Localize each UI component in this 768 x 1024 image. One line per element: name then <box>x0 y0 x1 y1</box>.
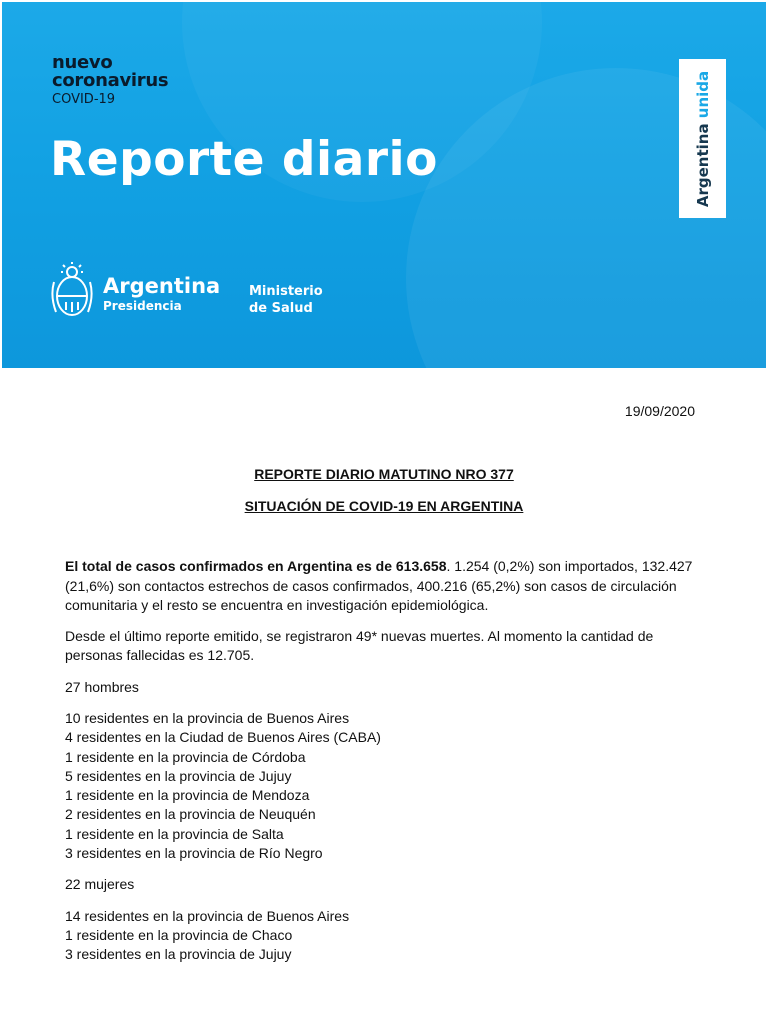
argentina-unida-logo <box>679 59 726 218</box>
summary-rest: . 1.254 (0,2%) son importados, 132.427 (21,6%) son contactos estrechos de casos confirmados, 400.216 (65,2%) son casos de circulación comunitaria y el resto se encuentra en investigación epidemiológica. <box>65 558 693 613</box>
gov-name: Argentina <box>103 274 221 298</box>
list-item: 5 residentes en la provincia de Jujuy <box>65 767 292 784</box>
report-heading: REPORTE DIARIO MATUTINO NRO 377 <box>254 466 514 482</box>
ministry-line2: de Salud <box>249 301 313 316</box>
unida-logo-part2: unida <box>693 70 712 118</box>
women-list <box>65 907 705 965</box>
list-item: 3 residentes en la provincia de Jujuy <box>65 946 292 963</box>
covid-tag-line3: COVID-19 <box>52 92 116 107</box>
report-banner <box>2 2 766 368</box>
men-title: 27 hombres <box>65 678 139 695</box>
ministry-line1: Ministerio <box>249 284 323 299</box>
list-item: 10 residentes en la provincia de Buenos Aires <box>65 710 350 726</box>
list-item: 14 residentes en la provincia de Buenos Aires <box>65 907 350 924</box>
covid-tag <box>52 54 168 108</box>
unida-logo-part1: Argentina <box>693 117 712 207</box>
list-item: 1 residente en la provincia de Córdoba <box>65 748 306 765</box>
men-list <box>65 709 705 863</box>
list-item: 1 residente en la provincia de Mendoza <box>65 787 310 804</box>
list-item: 4 residentes en la Ciudad de Buenos Aires (CABA) <box>65 729 381 746</box>
covid-tag-line2: coronavirus <box>52 70 169 91</box>
covid-tag-line1: nuevo <box>52 52 113 73</box>
deaths-paragraph: Desde el último reporte emitido, se registraron 49* nuevas muertes. Al momento la cantidad de personas fallecidas es 12.705. <box>65 627 654 663</box>
coat-of-arms-icon <box>50 262 94 322</box>
summary-lead: El total de casos confirmados en Argentina es de 613.658 <box>65 558 447 574</box>
women-title: 22 mujeres <box>65 876 135 893</box>
list-item: 2 residentes en la provincia de Neuquén <box>65 806 316 823</box>
summary-paragraph <box>65 557 705 616</box>
report-date: 19/09/2020 <box>624 403 695 419</box>
report-body <box>65 557 705 965</box>
ministry-logo <box>249 283 323 317</box>
gov-sub: Presidencia <box>103 299 182 313</box>
list-item: 1 residente en la provincia de Salta <box>65 825 284 842</box>
banner-title: Reporte diario <box>50 132 438 187</box>
report-subheading: SITUACIÓN DE COVID-19 EN ARGENTINA <box>244 498 524 514</box>
presidencia-logo <box>103 274 220 313</box>
list-item: 3 residentes en la provincia de Río Negro <box>65 845 323 862</box>
list-item: 1 residente en la provincia de Chaco <box>65 927 293 944</box>
